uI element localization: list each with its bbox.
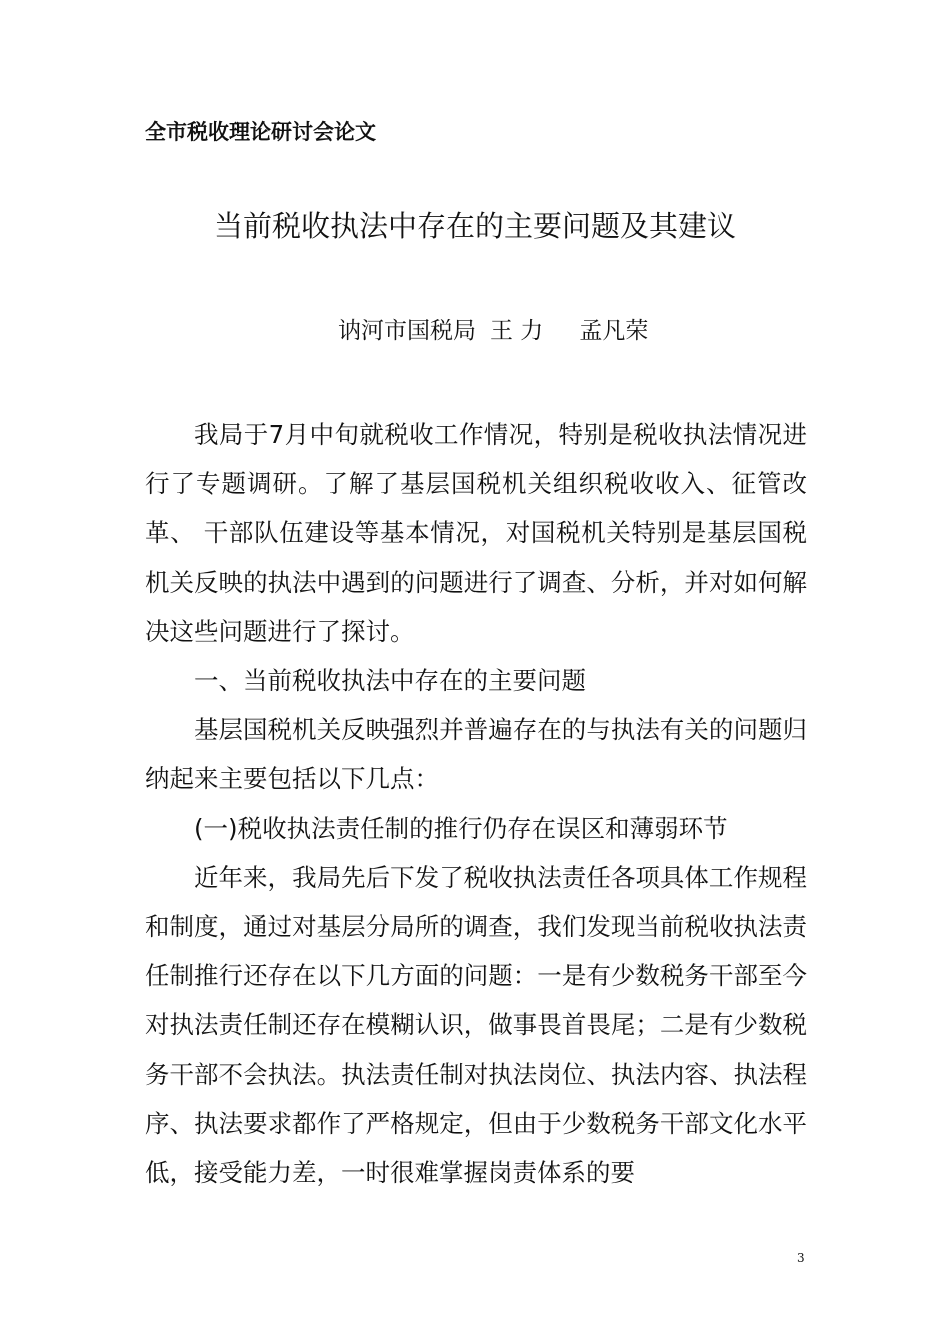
body-paragraph-detail: 近年来，我局先后下发了税收执法责任各项具体工作规程和制度，通过对基层分局所的调查，我们发现当前税收执法责任制推行还存在以下几方面的问题：一是有少数税务干部至今对执法责任制还存在模糊认识，做事畏首畏尾；二是有少数税务干部不会执法。执法责任制对执法岗位、执法内容、执法程序、执法要求都作了严格规定，但由于少数税务干部文化水平低，接受能力差，一时很难掌握岗责体系的要 — [145, 862, 807, 1188]
author-organization: 讷河市国税局 — [338, 318, 476, 344]
body-paragraph-summary: 基层国税机关反映强烈并普遍存在的与执法有关的问题归纳起来主要包括以下几点： — [145, 715, 807, 794]
author-name-2: 孟凡荣 — [579, 318, 649, 344]
section-heading-1: 一、当前税收执法中存在的主要问题 — [194, 666, 586, 696]
document-header: 全市税收理论研讨会论文 — [145, 120, 376, 144]
page-number: 3 — [797, 1251, 805, 1265]
author-name-1: 王 力 — [490, 318, 544, 344]
subsection-heading-1: (一)税收执法责任制的推行仍存在误区和薄弱环节 — [194, 813, 728, 843]
body-paragraph-intro: 我局于7月中旬就税收工作情况，特别是税收执法情况进行了专题调研。了解了基层国税机关组织税收收入、征管改革、 干部队伍建设等基本情况，对国税机关特别是基层国税机关反映的执法中遇到的问题进行了调查、分析，并对如何解决这些问题进行了探讨。 — [145, 420, 807, 646]
document-title: 当前税收执法中存在的主要问题及其建议 — [213, 209, 736, 243]
document-body — [145, 410, 807, 1197]
author-line — [338, 313, 648, 349]
